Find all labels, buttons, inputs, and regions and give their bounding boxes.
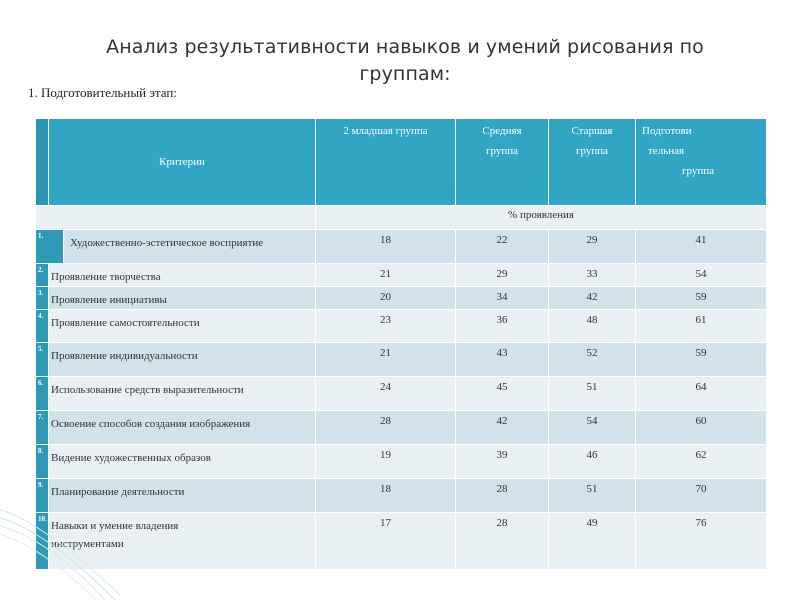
row-criterion: Проявление самостоятельности: [49, 310, 316, 343]
header-group-3-line1: Старшая: [571, 125, 613, 137]
row-value-group-2: 22: [456, 230, 549, 264]
header-blank-cell: [36, 119, 49, 206]
row-value-group-2: 28: [456, 479, 549, 513]
row-number: 3.: [36, 287, 49, 310]
row-value-group-4: 60: [636, 411, 767, 445]
row-value-group-4: 59: [636, 343, 767, 377]
header-group-4-line1: Подготови: [642, 125, 692, 137]
row-value-group-4: 61: [636, 310, 767, 343]
table-row: [36, 264, 767, 287]
row-value-group-3: 51: [549, 479, 636, 513]
page-title: Анализ результативности навыков и умений рисования по группам:: [106, 36, 704, 85]
row-value-group-3: 52: [549, 343, 636, 377]
row-value-group-1: 24: [316, 377, 456, 411]
row-value-group-3: 51: [549, 377, 636, 411]
row-value-group-1: 28: [316, 411, 456, 445]
row-number: 2.: [36, 264, 49, 287]
row-value-group-2: 39: [456, 445, 549, 479]
table-row: [36, 310, 767, 343]
stage-subtitle: 1. Подготовительный этап:: [28, 85, 177, 100]
table-row: [36, 230, 767, 264]
row-number: 7.: [36, 411, 49, 445]
row-value-group-3: 46: [549, 445, 636, 479]
row-number: 8.: [36, 445, 49, 479]
row-value-group-1: 20: [316, 287, 456, 310]
row-number: 10.: [36, 513, 49, 570]
row-value-group-4: 64: [636, 377, 767, 411]
row-value-group-3: 29: [549, 230, 636, 264]
row-value-group-1: 18: [316, 479, 456, 513]
row-value-group-1: 21: [316, 264, 456, 287]
header-group-1: 2 младшая группа: [316, 119, 456, 206]
row-value-group-1: 17: [316, 513, 456, 570]
row-value-group-3: 42: [549, 287, 636, 310]
row-value-group-2: 43: [456, 343, 549, 377]
row-value-group-4: 41: [636, 230, 767, 264]
row-criterion: Видение художественных образов: [49, 445, 316, 479]
header-group-2-line1: Средняя: [482, 125, 522, 137]
row-criterion: Проявление индивидуальности: [49, 343, 316, 377]
header-group-2: [456, 119, 549, 206]
row-value-group-2: 42: [456, 411, 549, 445]
row-value-group-1: 21: [316, 343, 456, 377]
row-value-group-4: 62: [636, 445, 767, 479]
header-row: [36, 119, 767, 206]
header-group-4-line3: группа: [682, 165, 715, 177]
table-row: [36, 377, 767, 411]
row-number: 5.: [36, 343, 49, 377]
row-value-group-2: 36: [456, 310, 549, 343]
percent-label: % проявления: [316, 206, 767, 230]
row-value-group-2: 45: [456, 377, 549, 411]
row-value-group-2: 34: [456, 287, 549, 310]
row-value-group-4: 76: [636, 513, 767, 570]
row-value-group-4: 59: [636, 287, 767, 310]
table-row: [36, 479, 767, 513]
row-criterion: Использование средств выразительности: [49, 377, 316, 411]
header-group-4: [636, 119, 767, 206]
header-group-3-line2: группа: [575, 145, 609, 157]
row-criterion: Художественно-эстетическое восприятие: [64, 230, 316, 264]
table-row: [36, 343, 767, 377]
row-value-group-2: 28: [456, 513, 549, 570]
row-criterion: Освоение способов создания изображения: [49, 411, 316, 445]
header-criteria: Критерии: [49, 119, 316, 206]
row-value-group-3: 54: [549, 411, 636, 445]
table-row: [36, 445, 767, 479]
row-criterion: Проявление инициативы: [49, 287, 316, 310]
table-row: [36, 411, 767, 445]
row-value-group-1: 18: [316, 230, 456, 264]
header-group-3: [549, 119, 636, 206]
results-table: [35, 118, 767, 570]
table-row: [36, 513, 767, 570]
row-number: 1.: [36, 230, 64, 264]
row-number: 6.: [36, 377, 49, 411]
row-criterion: Планирование деятельности: [49, 479, 316, 513]
row-value-group-3: 49: [549, 513, 636, 570]
percent-row-blank: [36, 206, 316, 230]
row-value-group-1: 23: [316, 310, 456, 343]
row-value-group-2: 29: [456, 264, 549, 287]
row-value-group-4: 70: [636, 479, 767, 513]
decorative-lines: [0, 500, 120, 600]
row-value-group-3: 33: [549, 264, 636, 287]
row-number: 4.: [36, 310, 49, 343]
header-group-2-line2: группа: [485, 145, 519, 157]
row-value-group-3: 48: [549, 310, 636, 343]
header-group-4-line2: тельная: [648, 145, 685, 157]
percent-label-row: [36, 206, 767, 230]
table-row: [36, 287, 767, 310]
row-value-group-4: 54: [636, 264, 767, 287]
row-criterion: Навыки и умение владения инструментами: [49, 513, 316, 570]
row-value-group-1: 19: [316, 445, 456, 479]
row-number: 9.: [36, 479, 49, 513]
row-criterion: Проявление творчества: [49, 264, 316, 287]
